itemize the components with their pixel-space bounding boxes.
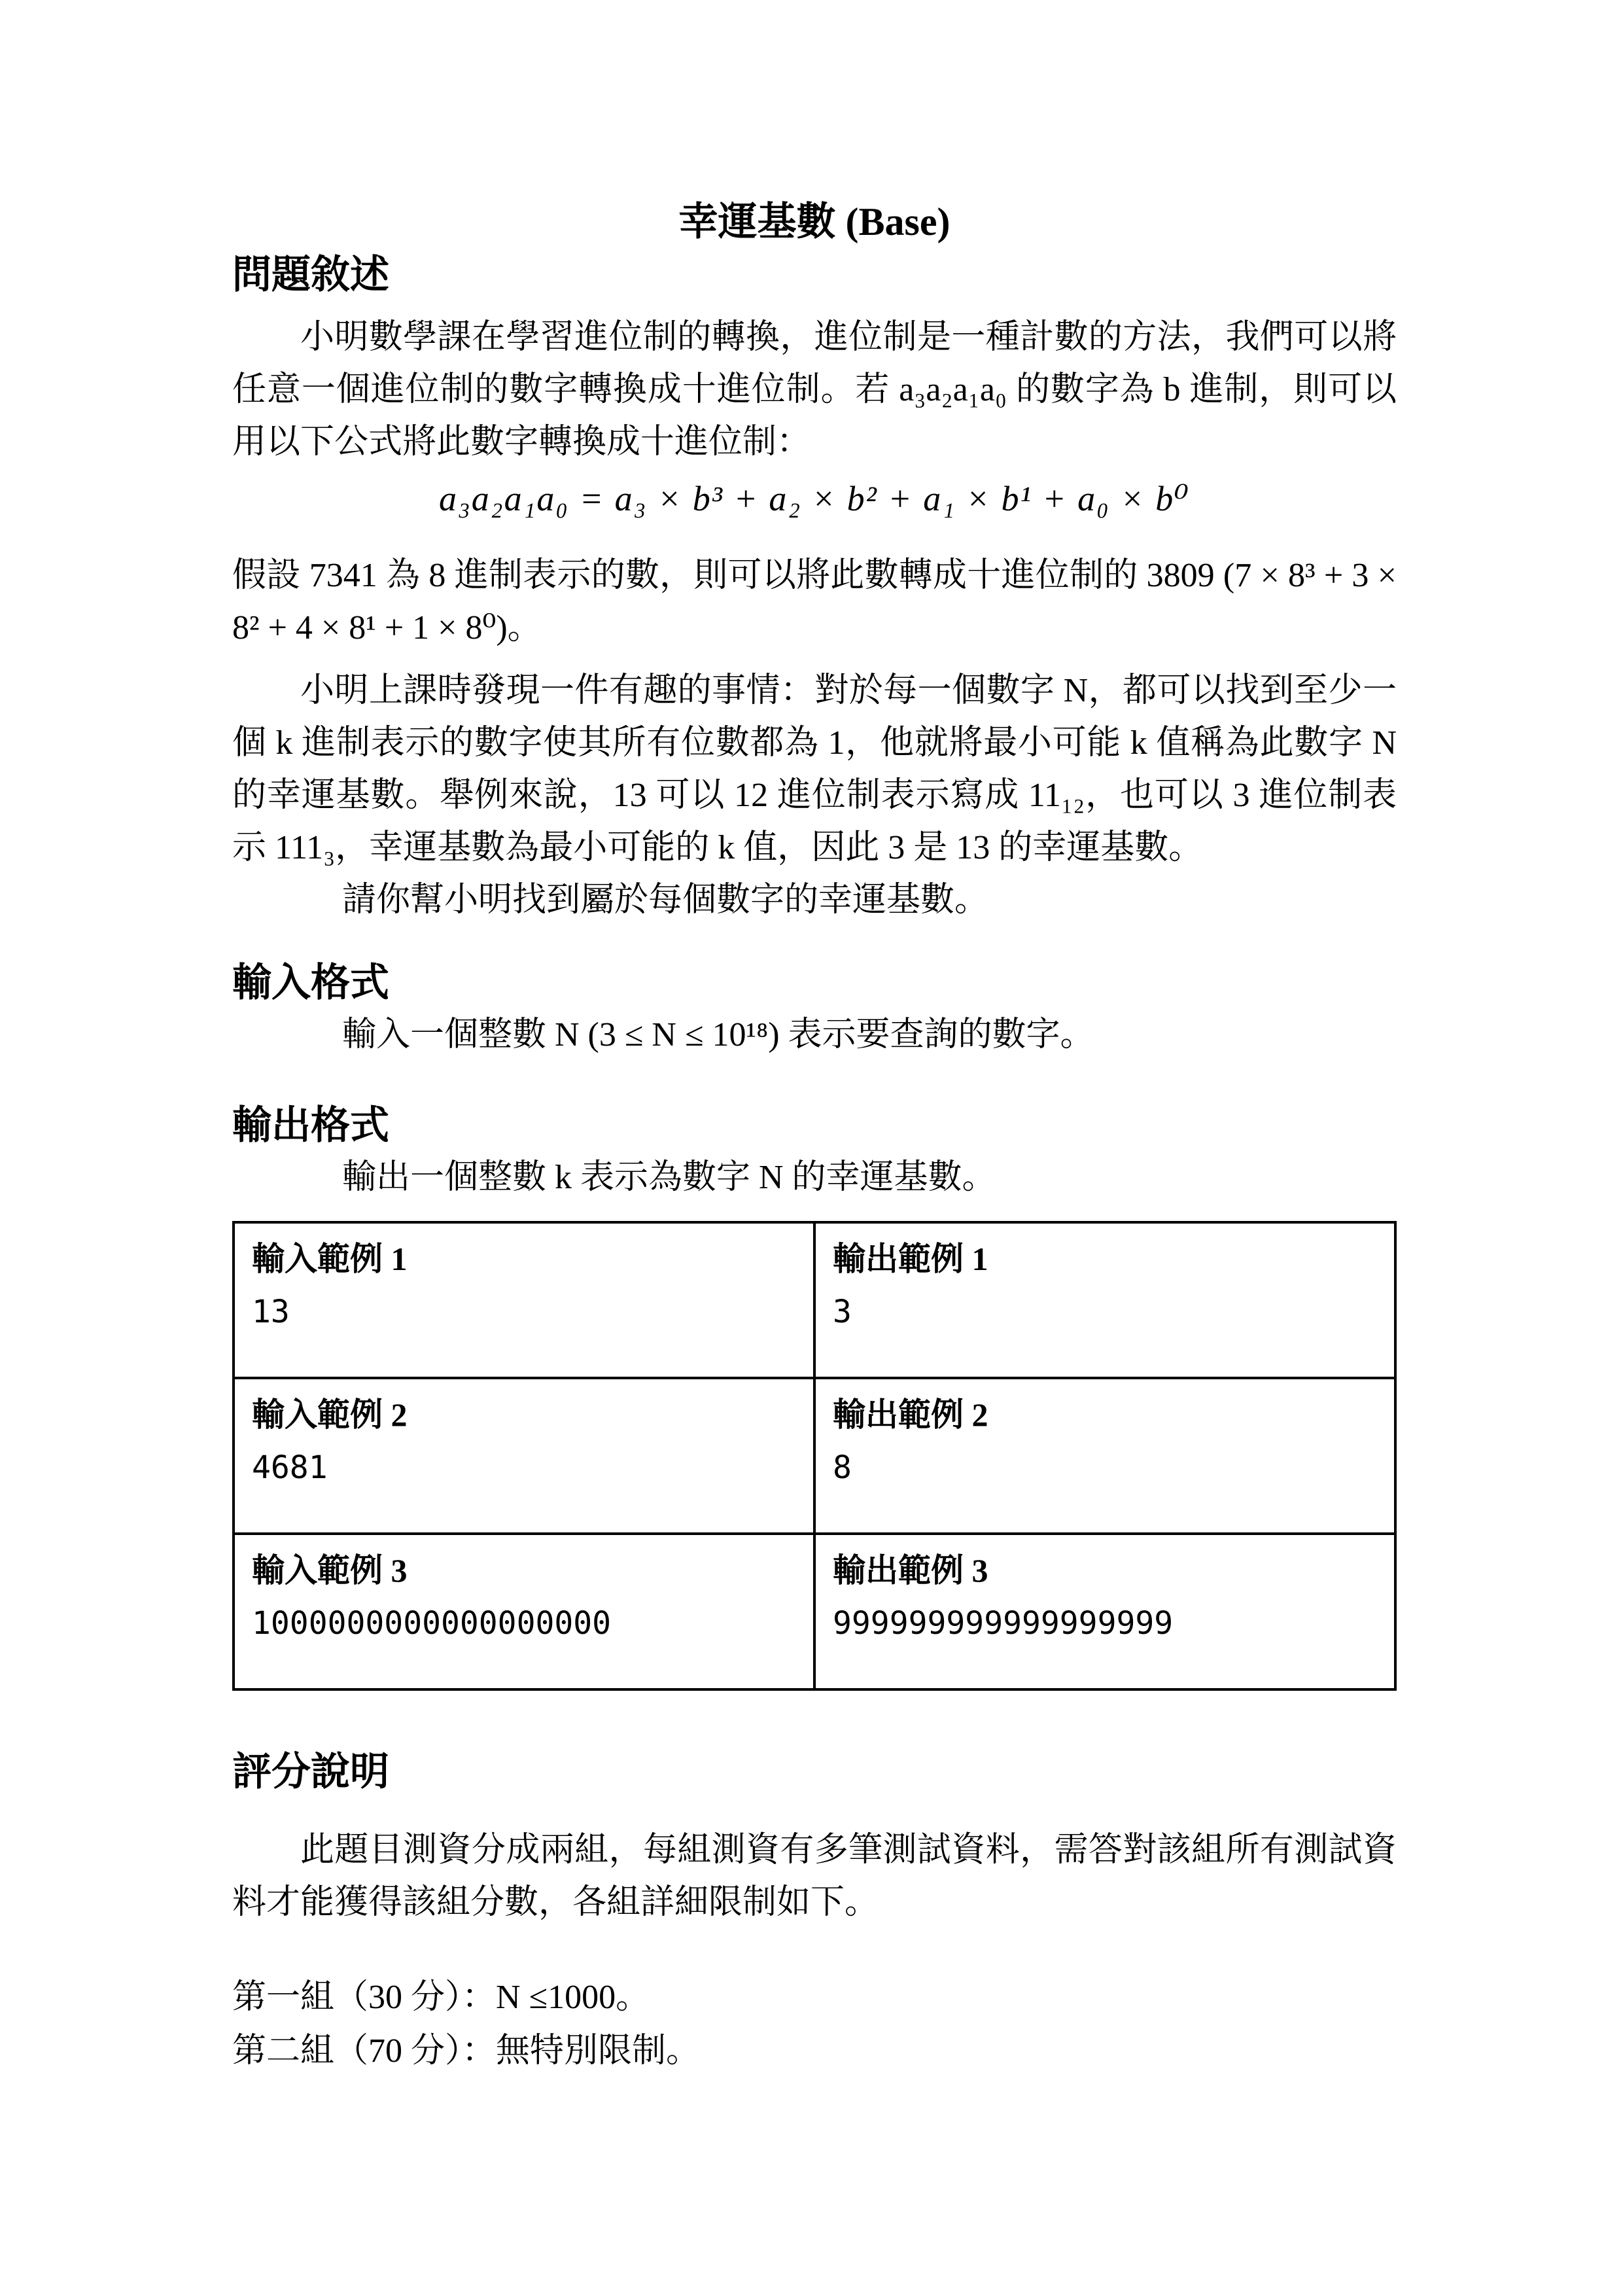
example-row-2 (234, 1378, 1395, 1534)
scoring-group-2: 第二組（70 分）：無特別限制。 (232, 2032, 701, 2070)
example-2-output-value: 8 (833, 1449, 852, 1486)
problem-paragraph-2: 假設 7341 為 8 進制表示的數，則可以將此數轉成十進位制的 3809 (7 × 8³ + 3 × 8² + 4 × 8¹ + 1 × 8⁰)。 (232, 557, 1397, 646)
example-1-input-label: 輸入範例 1 (252, 1241, 408, 1277)
example-3-input-label: 輸入範例 3 (252, 1552, 408, 1589)
problem-paragraph-3: 小明上課時發現一件有趣的事情：對於每一個數字 N，都可以找到至少一個 k 進制表示的數字使其所有位數都為 1，他就將最小可能 k 值稱為此數字 N 的幸運基數。舉例來說，13 可以 12 進位制表示寫成 11₁₂，也可以 3 進位制表示 111₃，幸運基數為最小可能的 k 值，因此 3 是 13 的幸運基數。 (232, 672, 1397, 866)
page-title: 幸運基數 (Base) (678, 200, 951, 243)
example-2-input-value: 4681 (252, 1449, 328, 1486)
example-3-input-cell (234, 1534, 814, 1689)
examples-table (232, 1221, 1397, 1691)
scoring-description: 此題目測資分成兩組，每組測資有多筆測試資料，需答對該組所有測試資料才能獲得該組分數，各組詳細限制如下。 (232, 1831, 1397, 1921)
base-conversion-formula: a₃a₂a₁a₀ = a₃ × b³ + a₂ × b² + a₁ × b¹ + a₀ × b⁰ (439, 479, 1190, 518)
heading-output-format: 輸出格式 (232, 1104, 389, 1147)
heading-scoring: 評分說明 (232, 1750, 389, 1793)
example-3-output-label: 輸出範例 3 (833, 1552, 988, 1589)
example-1-input-cell (234, 1222, 814, 1378)
example-2-output-cell (814, 1378, 1395, 1534)
example-2-output-label: 輸出範例 2 (833, 1396, 988, 1433)
example-1-output-label: 輸出範例 1 (833, 1241, 988, 1277)
example-1-input-value: 13 (252, 1294, 290, 1330)
example-1-output-cell (814, 1222, 1395, 1378)
output-format-description: 輸出一個整數 k 表示為數字 N 的幸運基數。 (342, 1159, 996, 1196)
scoring-group-1: 第一組（30 分）：N ≤1000。 (232, 1979, 650, 2016)
heading-input-format: 輸入格式 (232, 961, 389, 1004)
input-format-description: 輸入一個整數 N (3 ≤ N ≤ 10¹⁸) 表示要查詢的數字。 (342, 1016, 1094, 1053)
problem-paragraph-4: 請你幫小明找到屬於每個數字的幸運基數。 (342, 881, 989, 919)
problem-paragraph-1: 小明數學課在學習進位制的轉換，進位制是一種計數的方法，我們可以將任意一個進位制的數字轉換成十進位制。若 a₃a₂a₁a₀ 的數字為 b 進制，則可以用以下公式將此數字轉換成十進位制： (232, 319, 1397, 461)
example-3-output-cell (814, 1534, 1395, 1689)
example-row-3 (234, 1534, 1395, 1689)
example-3-input-value: 1000000000000000000 (252, 1605, 612, 1642)
scoring-groups (232, 1971, 1397, 2078)
example-3-output-value: 999999999999999999 (833, 1605, 1174, 1642)
example-row-1 (234, 1222, 1395, 1378)
example-1-output-value: 3 (833, 1294, 852, 1330)
example-2-input-label: 輸入範例 2 (252, 1396, 408, 1433)
heading-problem-description: 問題敘述 (232, 253, 389, 296)
example-2-input-cell (234, 1378, 814, 1534)
